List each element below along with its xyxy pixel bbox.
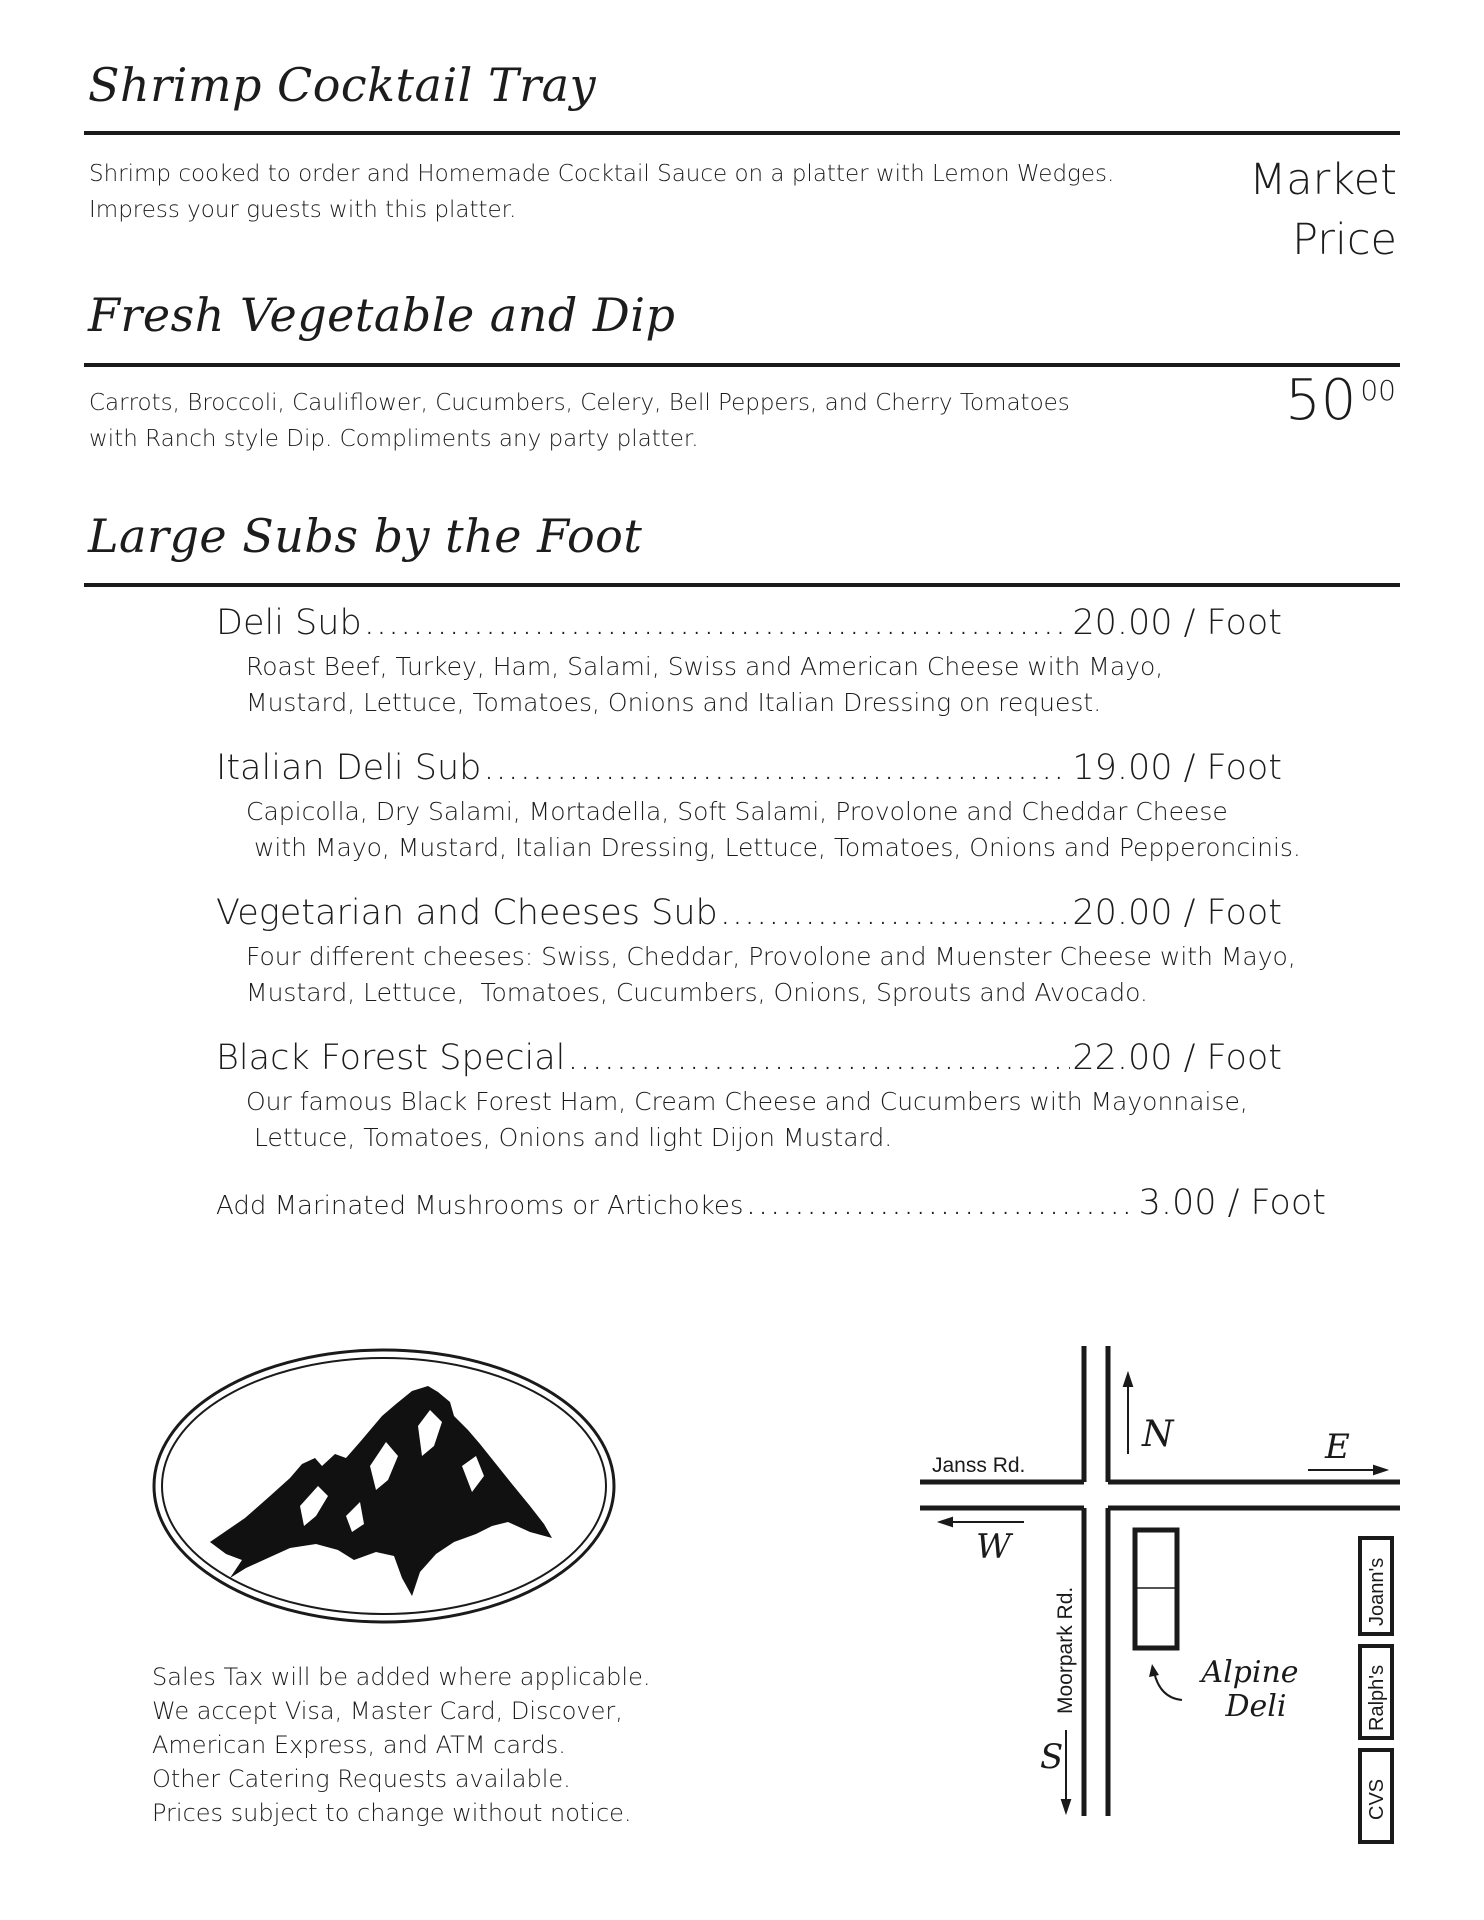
addon-name: Add Marinated Mushrooms or Artichokes — [216, 1191, 744, 1221]
sub-name: Vegetarian and Cheeses Sub — [216, 893, 718, 933]
shrimp-desc-line1: Shrimp cooked to order and Homemade Cocktail Sauce on a platter with Lemon Wedges. — [89, 161, 1115, 187]
addon-price: 3.00 / Foot — [1138, 1183, 1326, 1223]
footer-line: We accept Visa, Master Card, Discover, — [152, 1697, 623, 1725]
shrimp-price — [1249, 150, 1397, 270]
sub-desc-line1: Roast Beef, Turkey, Ham, Salami, Swiss and American Cheese with Mayo, — [246, 652, 1164, 681]
sub-item-deli — [216, 603, 1282, 643]
north-label: N — [1142, 1414, 1174, 1455]
deli-building-icon — [1135, 1530, 1177, 1648]
sub-desc-line1: Our famous Black Forest Ham, Cream Cheese and Cucumbers with Mayonnaise, — [246, 1087, 1248, 1116]
shrimp-section-title: Shrimp Cocktail Tray — [88, 58, 597, 112]
sub-name: Deli Sub — [216, 603, 362, 643]
vegetable-desc-line1: Carrots, Broccoli, Cauliflower, Cucumbers, Celery, Bell Peppers, and Cherry Tomatoes — [89, 390, 1070, 416]
footer-line: American Express, and ATM cards. — [152, 1731, 566, 1759]
subs-section-title: Large Subs by the Foot — [88, 509, 643, 563]
sub-name: Black Forest Special — [216, 1038, 566, 1078]
sub-desc-line2: with Mayo, Mustard, Italian Dressing, Lettuce, Tomatoes, Onions and Pepperoncinis. — [246, 833, 1301, 862]
location-map — [920, 1346, 1404, 1846]
sub-desc-line2: Mustard, Lettuce, Tomatoes, Onions and Italian Dressing on request. — [246, 688, 1102, 717]
store-cvs-label: CVS — [1366, 1778, 1388, 1820]
east-arrowhead-icon — [1374, 1466, 1386, 1474]
dot-leader — [720, 893, 1071, 933]
vegetable-description — [89, 385, 1070, 457]
sub-name: Italian Deli Sub — [216, 748, 482, 788]
dot-leader — [745, 1183, 1136, 1223]
footer-line: Sales Tax will be added where applicable. — [152, 1663, 651, 1691]
sub-item-italian — [216, 748, 1282, 788]
sub-price: 20.00 / Foot — [1072, 893, 1282, 933]
shrimp-desc-line2: Impress your guests with this platter. — [89, 197, 517, 223]
shrimp-price-line1: Market — [1249, 155, 1397, 205]
subs-section-divider — [84, 583, 1400, 587]
east-label: E — [1325, 1427, 1350, 1467]
vegetable-desc-line2: with Ranch style Dip. Compliments any party platter. — [89, 426, 699, 452]
shrimp-description — [89, 156, 1114, 228]
shrimp-price-line2: Price — [1292, 215, 1397, 265]
sub-item-black-forest — [216, 1038, 1282, 1078]
sub-price: 22.00 / Foot — [1072, 1038, 1282, 1078]
addon-row — [216, 1183, 1326, 1223]
sub-desc-deli — [246, 649, 1163, 721]
footer-notes — [152, 1660, 650, 1830]
sub-desc-black-forest — [246, 1084, 1248, 1156]
moorpark-rd-label: Moorpark Rd. — [1054, 1586, 1077, 1714]
sub-desc-line2: Lettuce, Tomatoes, Onions and light Dijon Mustard. — [246, 1123, 893, 1152]
sub-price: 20.00 / Foot — [1072, 603, 1282, 643]
deli-pointer-arrow-icon — [1154, 1672, 1182, 1700]
south-arrowhead-icon — [1062, 1800, 1070, 1812]
sub-desc-vegetarian — [246, 939, 1296, 1011]
west-arrowhead-icon — [940, 1518, 952, 1526]
footer-line: Other Catering Requests available. — [152, 1765, 571, 1793]
sub-price: 19.00 / Foot — [1072, 748, 1282, 788]
dot-leader — [483, 748, 1070, 788]
sub-item-vegetarian — [216, 893, 1282, 933]
sub-desc-line1: Four different cheeses: Swiss, Cheddar, Provolone and Muenster Cheese with Mayo, — [246, 942, 1296, 971]
dot-leader — [364, 603, 1071, 643]
mountain-logo-icon — [150, 1346, 618, 1626]
store-ralphs-label: Ralph's — [1366, 1664, 1388, 1731]
vegetable-price-cents: 00 — [1360, 374, 1396, 407]
vegetable-section-divider — [84, 363, 1400, 367]
deli-label-line2: Deli — [1225, 1689, 1287, 1724]
vegetable-price — [1285, 368, 1396, 433]
footer-line: Prices subject to change without notice. — [152, 1799, 632, 1827]
sub-desc-line2: Mustard, Lettuce, Tomatoes, Cucumbers, Onions, Sprouts and Avocado. — [246, 978, 1148, 1007]
store-joanns-label: Joann's — [1366, 1557, 1388, 1626]
janss-rd-label: Janss Rd. — [932, 1454, 1026, 1477]
deli-label-line1: Alpine — [1201, 1655, 1299, 1690]
vegetable-section-title: Fresh Vegetable and Dip — [88, 288, 676, 342]
south-label: S — [1040, 1737, 1064, 1777]
sub-desc-line1: Capicolla, Dry Salami, Mortadella, Soft Salami, Provolone and Cheddar Cheese — [246, 797, 1228, 826]
dot-leader — [567, 1038, 1070, 1078]
north-arrowhead-icon — [1124, 1374, 1132, 1386]
sub-desc-italian — [246, 794, 1301, 866]
west-label: W — [976, 1527, 1011, 1567]
vegetable-price-main: 50 — [1285, 368, 1357, 433]
shrimp-section-divider — [84, 131, 1400, 135]
